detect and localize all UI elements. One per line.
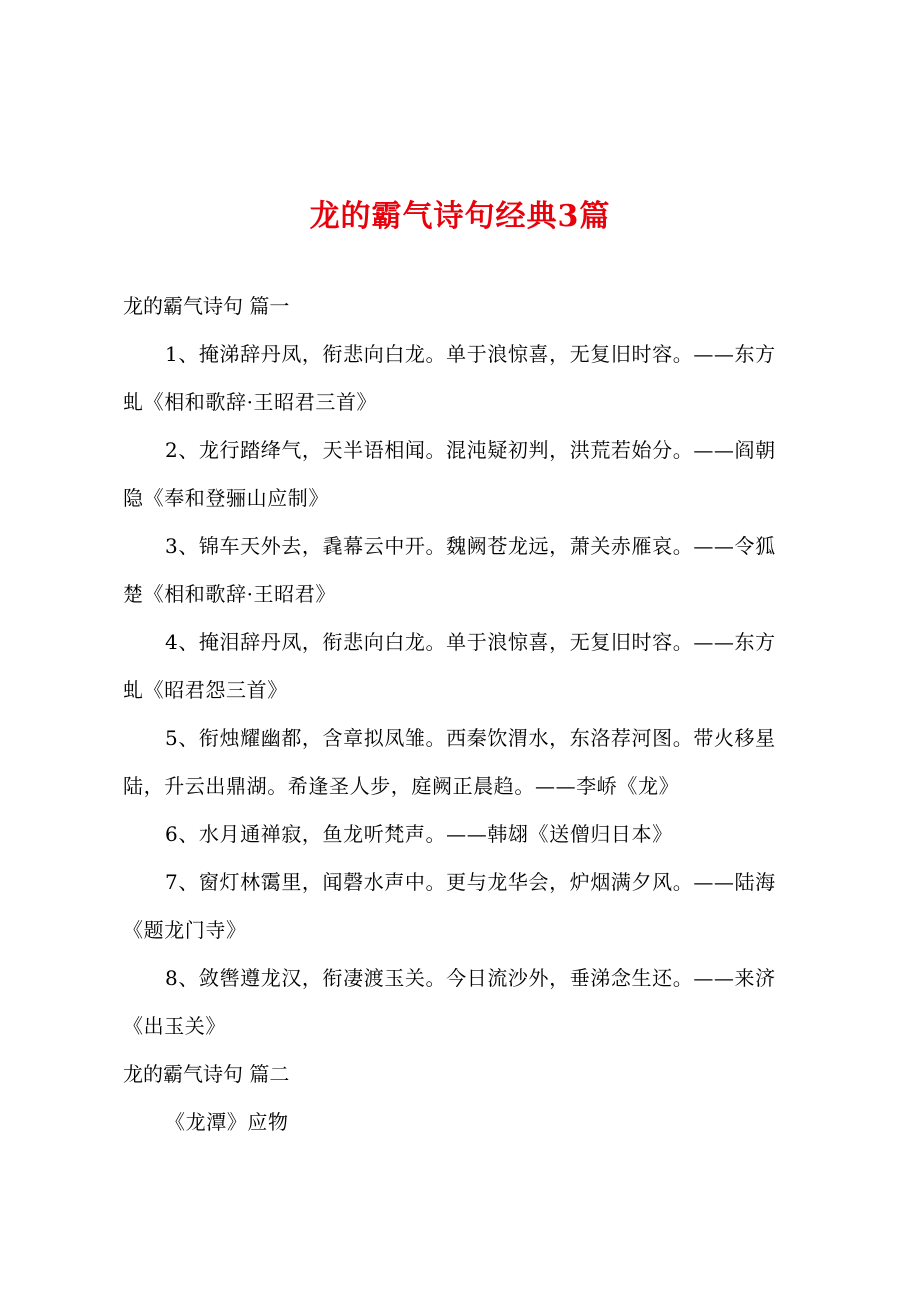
poem-item-line-continued: 陆，升云出鼎湖。希逢圣人步，庭阙正晨趋。——李峤《龙》 [123,774,680,798]
section-heading-2: 龙的霸气诗句 篇二 [123,1062,290,1086]
document-body [123,282,807,1146]
poem-item-7 [123,858,807,954]
poem-item-5 [123,714,807,810]
poem-item-line-continued: 《出玉关》 [123,1014,226,1038]
poem-item-4 [123,618,807,714]
poem-item-line-continued: 隐《奉和登骊山应制》 [123,486,329,510]
poem-item-1 [123,330,807,426]
document-title: 龙的霸气诗句经典3篇 [309,199,611,234]
poem-item-2 [123,426,807,522]
poem-item-line-continued: 楚《相和歌辞·王昭君》 [123,582,336,606]
poem-item-8 [123,954,807,1050]
section-heading-1: 龙的霸气诗句 篇一 [123,294,290,318]
poem-item-line: 4、掩泪辞丹凤，衔悲向白龙。单于浪惊喜，无复旧时容。——东方 [165,630,776,654]
poem-item-line: 1、掩涕辞丹凤，衔悲向白龙。单于浪惊喜，无复旧时容。——东方 [165,342,776,366]
poem-item-line: 5、衔烛耀幽都，含章拟凤雏。西秦饮渭水，东洛荐河图。带火移星 [165,726,776,750]
poem-item-line: 2、龙行踏绛气，天半语相闻。混沌疑初判，洪荒若始分。——阎朝 [165,438,776,462]
poem-item-line-continued: 《题龙门寺》 [123,918,247,942]
poem-item-line: 8、敛辔遵龙汉，衔凄渡玉关。今日流沙外，垂涕念生还。——来济 [165,966,776,990]
section2-first-line: 《龙潭》应物 [165,1110,289,1134]
poem-item-6 [123,810,807,858]
poem-item-line-continued: 虬《昭君怨三首》 [123,678,288,702]
poem-item-line: 6、水月通禅寂，鱼龙听梵声。——韩翃《送僧归日本》 [165,822,673,846]
poem-item-line-continued: 虬《相和歌辞·王昭君三首》 [123,390,378,414]
poem-item-line: 3、锦车天外去，毳幕云中开。魏阙苍龙远，萧关赤雁哀。——令狐 [165,534,776,558]
poem-item-3 [123,522,807,618]
poem-item-line: 7、窗灯林霭里，闻磬水声中。更与龙华会，炉烟满夕风。——陆海 [165,870,776,894]
